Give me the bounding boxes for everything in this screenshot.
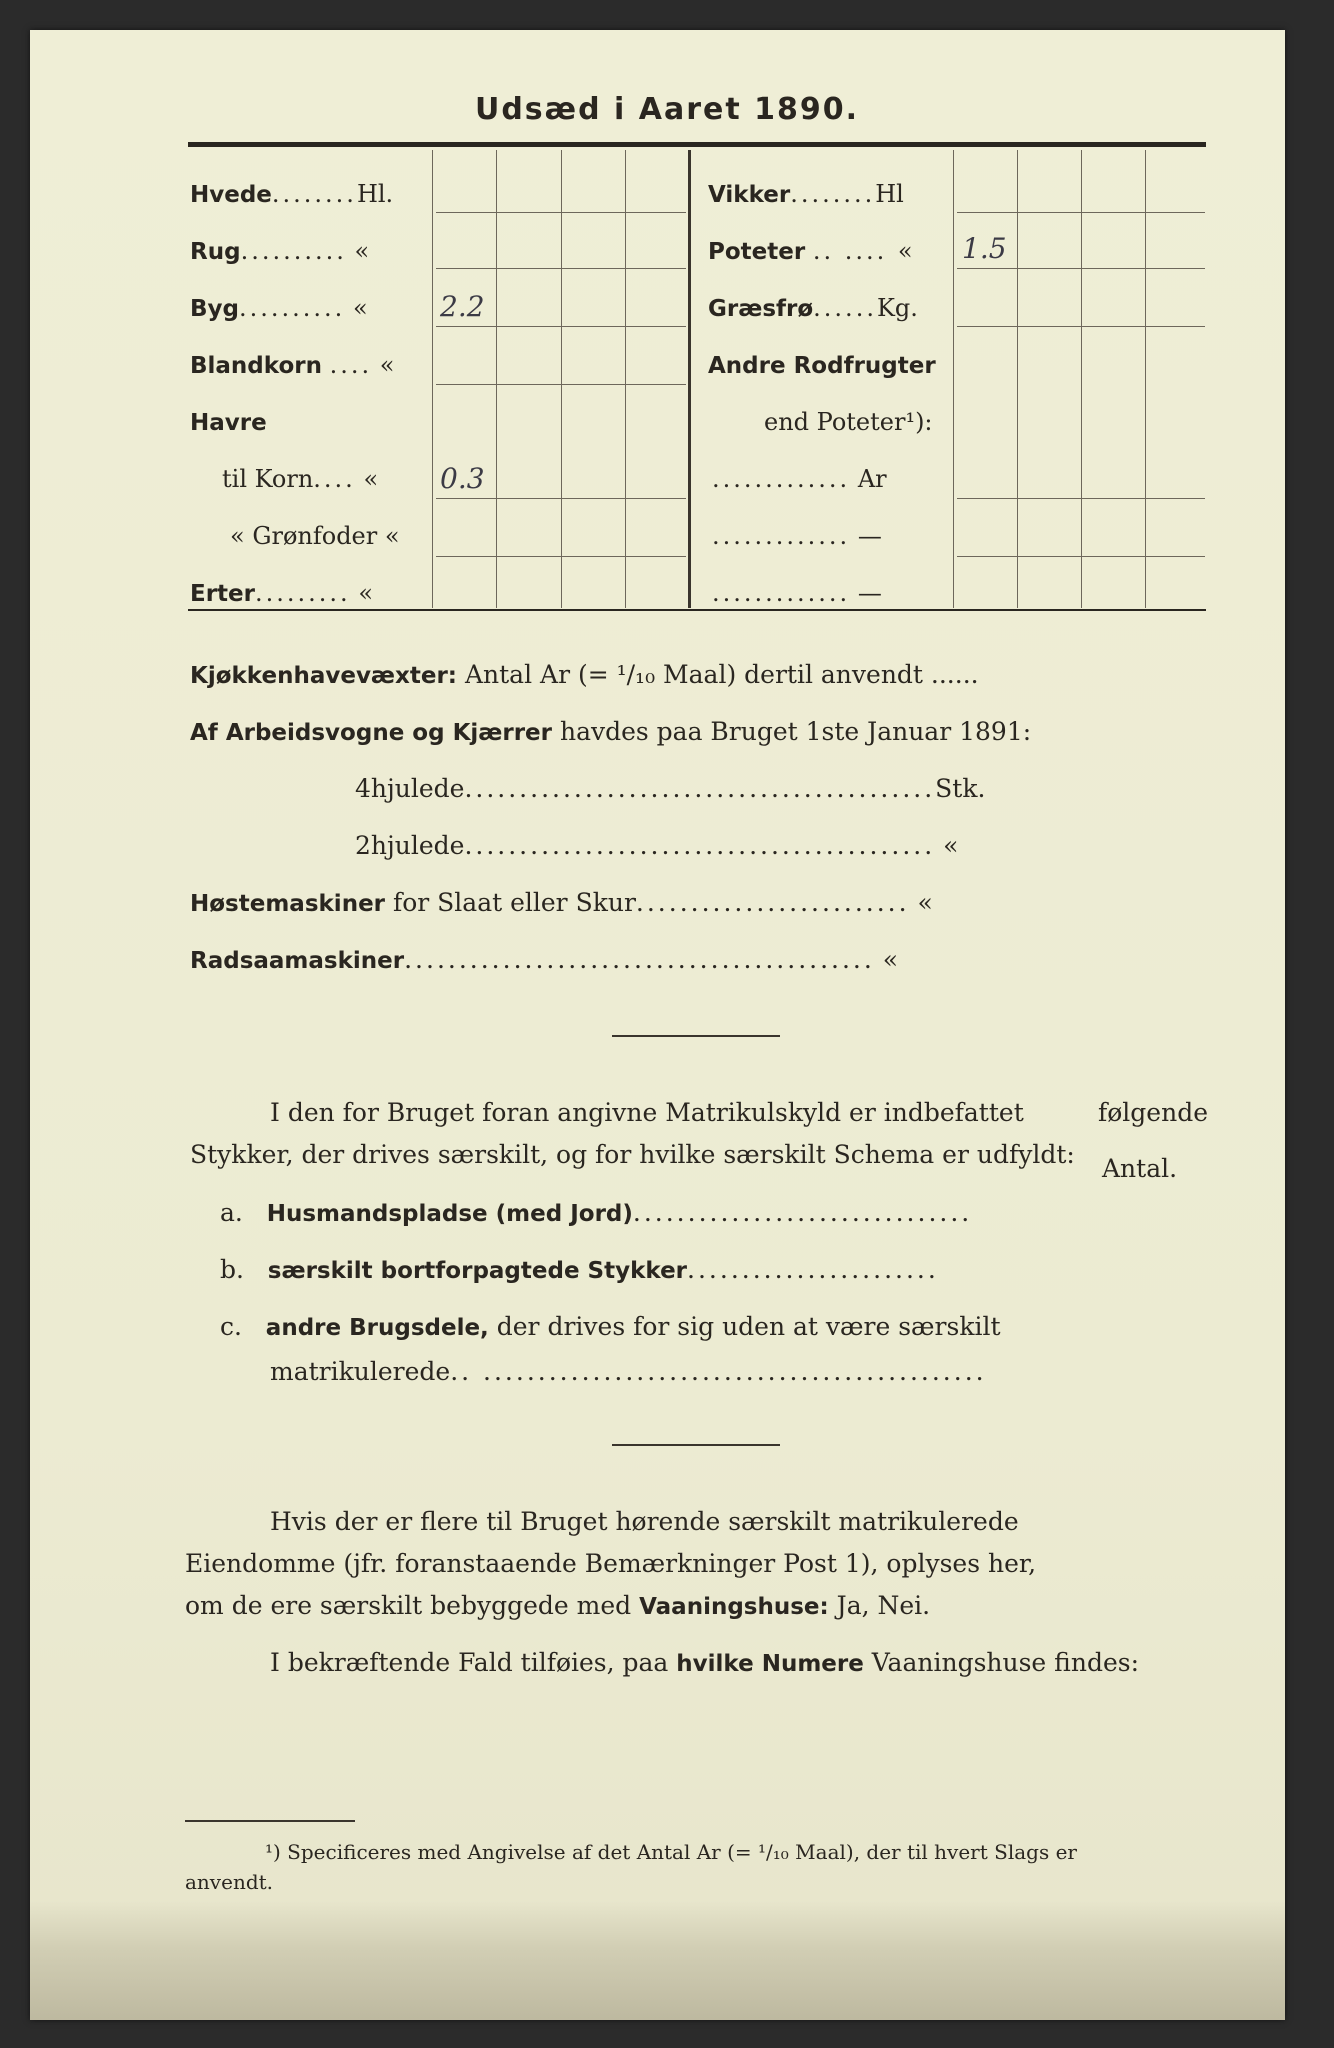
footnote-line-2: anvendt. — [185, 1870, 274, 1894]
row-line — [436, 498, 686, 499]
row-ar: ............. Ar — [712, 465, 887, 493]
col-divider — [496, 150, 497, 608]
kjokkenhave-line: Kjøkkenhavevæxter: Antal Ar (= ¹/₁₀ Maal) dertil anvendt ...... — [190, 660, 979, 689]
row-gronfoder: « Grønfoder « — [230, 522, 400, 550]
document-sheet — [30, 30, 1285, 2020]
col-divider — [953, 150, 954, 608]
row-havre: Havre — [190, 410, 267, 436]
matrikul-line-2: Stykker, der drives særskilt, og for hvilke særskilt Schema er udfyldt: — [190, 1140, 1075, 1169]
row-line — [436, 556, 686, 557]
separator-line — [612, 1035, 780, 1037]
hvis-line-1: Hvis der er flere til Bruget hørende særskilt matrikulerede — [270, 1507, 1019, 1536]
row-line — [436, 212, 686, 213]
item-a: a. Husmandspladse (med Jord)............................... — [220, 1198, 973, 1227]
center-divider — [688, 150, 691, 608]
row-erter: Erter......... « — [190, 579, 373, 607]
matrikul-line-1-end: følgende — [1098, 1098, 1208, 1127]
table-bottom-rule — [188, 609, 1206, 611]
bekraeftende-line: I bekræftende Fald tilføies, paa hvilke Numere Vaaningshuse findes: — [270, 1648, 1139, 1677]
radsaamaskiner-line: Radsaamaskiner........................................... « — [190, 945, 899, 974]
row-line — [957, 212, 1205, 213]
page-title: Udsæd i Aaret 1890. — [474, 92, 860, 127]
col-divider — [1017, 150, 1018, 608]
arbeidsvogne-line: Af Arbeidsvogne og Kjærrer havdes paa Bruget 1ste Januar 1891: — [190, 717, 1032, 746]
row-vikker: Vikker........Hl — [708, 180, 904, 208]
row-end-poteter: end Poteter¹): — [764, 408, 933, 436]
row-graesfro: Græsfrø......Kg. — [708, 294, 918, 322]
row-andre-rodfrugter: Andre Rodfrugter — [708, 353, 936, 379]
paper-stain — [30, 1900, 1285, 2020]
byg-value: 2.2 — [440, 290, 485, 323]
row-byg: Byg.......... « — [190, 294, 368, 322]
poteter-value: 1.5 — [962, 232, 1007, 265]
col-divider — [1081, 150, 1082, 608]
row-line — [436, 384, 686, 385]
row-blank-2: ............. — — [712, 579, 882, 607]
hvis-line-2: Eiendomme (jfr. foranstaaende Bemærkninger Post 1), oplyses her, — [185, 1549, 1037, 1578]
item-c: c. andre Brugsdele, der drives for sig uden at være særskilt — [220, 1312, 1001, 1341]
row-line — [957, 268, 1205, 269]
col-divider — [561, 150, 562, 608]
item-b: b. særskilt bortforpagtede Stykker....................... — [220, 1255, 939, 1284]
item-c-line-2: matrikulerede.. .............................................. — [270, 1357, 987, 1386]
row-line — [436, 326, 686, 327]
footnote-rule — [185, 1820, 355, 1822]
row-blandkorn: Blandkorn .... « — [190, 351, 395, 379]
row-line — [957, 556, 1205, 557]
row-poteter: Poteter .. .... « — [708, 237, 913, 265]
row-line — [436, 268, 686, 269]
row-rug: Rug.......... « — [190, 237, 370, 265]
row-til-korn: til Korn.... « — [222, 465, 379, 493]
hvis-line-3: om de ere særskilt bebyggede med Vaaningshuse: Ja, Nei. — [185, 1591, 931, 1620]
til-korn-value: 0.3 — [440, 462, 485, 495]
hostemaskiner-line: Høstemaskiner for Slaat eller Skur......................... « — [190, 888, 933, 917]
col-divider — [432, 150, 433, 608]
matrikul-line-1: I den for Bruget foran angivne Matrikulskyld er indbefattet — [270, 1098, 1024, 1127]
col-divider — [1145, 150, 1146, 608]
row-blank-1: ............. — — [712, 522, 882, 550]
antal-label: Antal. — [1102, 1154, 1178, 1183]
row-hvede: Hvede........Hl. — [190, 180, 394, 208]
separator-line — [612, 1444, 780, 1446]
table-top-rule — [188, 142, 1206, 147]
col-divider — [625, 150, 626, 608]
footnote-line-1: ¹) Specificeres med Angivelse af det Antal Ar (= ¹/₁₀ Maal), der til hvert Slags er — [265, 1840, 1077, 1864]
twowheel-line: 2hjulede........................................... « — [355, 831, 959, 860]
fourwheel-line: 4hjulede...........................................Stk. — [355, 774, 986, 803]
row-line — [957, 498, 1205, 499]
row-line — [957, 326, 1205, 327]
